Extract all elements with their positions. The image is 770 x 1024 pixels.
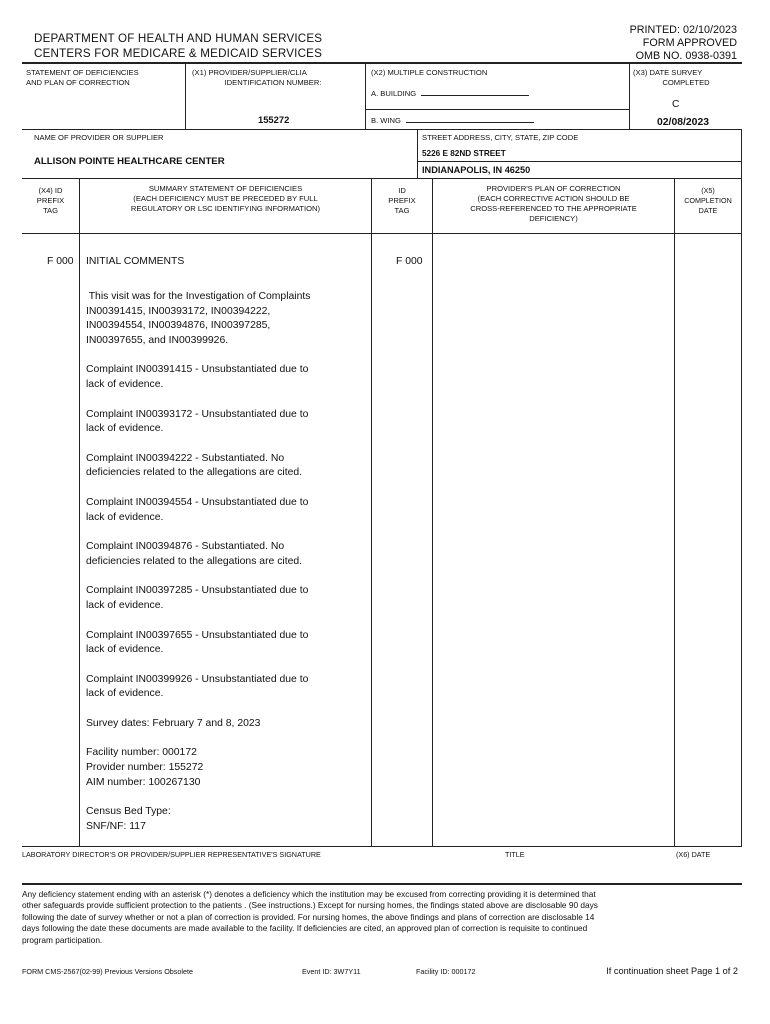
section-rule <box>22 129 742 130</box>
disclaimer-rule <box>22 883 742 885</box>
tag-right: F 000 <box>396 256 423 267</box>
entry-line: IN00391415, IN00393172, IN00394222, <box>86 305 271 317</box>
form-approved-label: FORM APPROVED <box>642 37 737 49</box>
city-state-zip: INDIANAPOLIS, IN 46250 <box>422 165 531 175</box>
entry-line: AIM number: 100267130 <box>86 776 201 788</box>
signature-rule <box>22 846 742 847</box>
building-blank <box>421 86 529 96</box>
entry-line: IN00397655, and IN00399926. <box>86 334 229 346</box>
facility-id: Facility ID: 000172 <box>416 967 476 976</box>
section-rule <box>22 233 742 234</box>
x2-rule <box>366 109 629 110</box>
building-label: A. BUILDING <box>371 89 417 98</box>
entry-paragraph <box>86 290 368 348</box>
divider <box>674 179 675 846</box>
summary-header-line: REGULATORY OR LSC IDENTIFYING INFORMATION) <box>130 204 321 213</box>
entry-line: Census Bed Type: <box>86 806 171 818</box>
entry-line: Complaint IN00393172 - Unsubstantiated due to <box>86 408 309 420</box>
disclaimer-line: other safeguards provide sufficient protection to the patients . (See instructions.) Except for nursing homes, the findings stated above are disclosable 90 days <box>22 900 598 911</box>
title-label: TITLE <box>505 850 525 859</box>
plan-header-line: CROSS-REFERENCED TO THE APPROPRIATE <box>470 204 637 213</box>
address-rule <box>417 161 741 162</box>
omb-number: OMB NO. 0938-0391 <box>635 50 737 62</box>
entry-line: lack of evidence. <box>86 599 164 611</box>
entry-line: Complaint IN00391415 - Unsubstantiated due to <box>86 364 309 376</box>
entry-line: deficiencies related to the allegations are cited. <box>86 555 303 567</box>
entry-line: Provider number: 155272 <box>86 762 204 774</box>
summary-header <box>80 184 371 214</box>
id-header <box>372 186 432 216</box>
x4-header-line: TAG <box>42 206 59 215</box>
plan-header-line: (EACH CORRECTIVE ACTION SHOULD BE <box>477 194 630 203</box>
divider <box>432 179 433 846</box>
address-label: STREET ADDRESS, CITY, STATE, ZIP CODE <box>422 133 579 142</box>
id-header-line: TAG <box>394 206 410 215</box>
entry-line: lack of evidence. <box>86 378 164 390</box>
wing-field <box>371 113 534 126</box>
entry-paragraph <box>86 629 368 658</box>
disclaimer-line: Any deficiency statement ending with an asterisk (*) denotes a deficiency which the institution may be excused from correcting providing it is determined that <box>22 889 596 899</box>
top-rule <box>22 62 742 64</box>
entry-paragraph <box>86 363 368 392</box>
summary-header-line: SUMMARY STATEMENT OF DEFICIENCIES <box>148 184 303 193</box>
disclaimer-line: days following the date these documents are made available to the facility. If deficiencies are cited, an approved plan of correction is requisite to continued <box>22 923 588 934</box>
continuation-sheet: If continuation sheet Page 1 of 2 <box>606 966 738 976</box>
entry-line: lack of evidence. <box>86 423 164 435</box>
entry-body <box>86 290 368 849</box>
entry-paragraph <box>86 805 368 834</box>
x3-label-line: COMPLETED <box>662 78 710 87</box>
id-header-line: ID <box>398 186 406 195</box>
divider <box>741 179 742 846</box>
entry-line: Survey dates: February 7 and 8, 2023 <box>86 717 261 729</box>
statement-label-line: STATEMENT OF DEFICIENCIES <box>26 68 139 77</box>
entry-paragraph <box>86 673 368 702</box>
entry-line: lack of evidence. <box>86 511 164 523</box>
form-approval-block <box>630 24 737 63</box>
agency-header <box>34 31 322 61</box>
x4-header <box>22 186 79 216</box>
entry-paragraph <box>86 746 368 790</box>
divider <box>629 63 630 129</box>
entry-paragraph <box>86 717 368 732</box>
x3-label-line: (X3) DATE SURVEY <box>633 68 703 77</box>
wing-label: B. WING <box>371 116 401 125</box>
x2-label: (X2) MULTIPLE CONSTRUCTION <box>371 68 488 77</box>
printed-date: PRINTED: 02/10/2023 <box>629 24 737 36</box>
x1-label-line: IDENTIFICATION NUMBER: <box>224 78 322 87</box>
entry-line: Complaint IN00394876 - Substantiated. No <box>86 541 285 553</box>
event-id: Event ID: 3W7Y11 <box>302 967 361 976</box>
building-field <box>371 86 529 99</box>
entry-line: lack of evidence. <box>86 688 164 700</box>
survey-completed-date: 02/08/2023 <box>657 117 710 128</box>
provider-name-label: NAME OF PROVIDER OR SUPPLIER <box>34 133 164 142</box>
entry-line: SNF/NF: 117 <box>86 820 146 832</box>
entry-paragraph <box>86 408 368 437</box>
disclaimer <box>22 889 742 946</box>
x1-label-line: (X1) PROVIDER/SUPPLIER/CLIA <box>192 68 307 77</box>
divider <box>185 63 186 129</box>
tag-left: F 000 <box>47 256 74 267</box>
entry-paragraph <box>86 452 368 481</box>
plan-header-line: PROVIDER'S PLAN OF CORRECTION <box>486 184 621 193</box>
plan-header-line: DEFICIENCY) <box>529 214 578 223</box>
entry-line: Complaint IN00397285 - Unsubstantiated due to <box>86 585 309 597</box>
entry-paragraph <box>86 584 368 613</box>
x1-label <box>192 68 360 88</box>
x4-header-line: (X4) ID <box>38 186 63 195</box>
statement-label <box>26 68 139 88</box>
entry-line: This visit was for the Investigation of Complaints <box>86 291 311 302</box>
department-name: DEPARTMENT OF HEALTH AND HUMAN SERVICES <box>34 32 323 45</box>
plan-header <box>433 184 674 224</box>
entry-line: Facility number: 000172 <box>86 747 197 759</box>
disclaimer-line: program participation. <box>22 934 103 945</box>
survey-type-letter: C <box>672 99 680 110</box>
entry-line: Complaint IN00399926 - Unsubstantiated due to <box>86 673 309 685</box>
date-label: (X6) DATE <box>676 850 711 859</box>
divider <box>371 179 372 846</box>
disclaimer-line: following the date of survey whether or not a plan of correction is provided. For nursing homes, the above findings and plans of correction are disclosable 14 <box>22 911 595 922</box>
centers-name: CENTERS FOR MEDICARE & MEDICAID SERVICES <box>34 47 323 60</box>
entry-line: Complaint IN00394222 - Substantiated. No <box>86 452 285 464</box>
entry-line: Complaint IN00394554 - Unsubstantiated due to <box>86 496 309 508</box>
entry-line: deficiencies related to the allegations are cited. <box>86 467 303 479</box>
completion-header-line: DATE <box>698 206 718 215</box>
completion-header-line: (X5) <box>701 186 715 195</box>
completion-header-line: COMPLETION <box>684 196 732 205</box>
divider <box>79 179 80 846</box>
divider <box>365 63 366 129</box>
x3-label <box>633 68 739 88</box>
entry-line: Complaint IN00397655 - Unsubstantiated due to <box>86 629 309 641</box>
entry-paragraph <box>86 540 368 569</box>
statement-label-line: AND PLAN OF CORRECTION <box>26 78 130 87</box>
id-header-line: PREFIX <box>388 196 416 205</box>
section-rule <box>22 178 742 179</box>
summary-header-line: (EACH DEFICIENCY MUST BE PRECEDED BY FULL <box>133 194 318 203</box>
completion-header <box>675 186 741 216</box>
entry-title: INITIAL COMMENTS <box>86 256 185 267</box>
entry-line: IN00394554, IN00394876, IN00397285, <box>86 320 271 332</box>
entry-paragraph <box>86 496 368 525</box>
signature-label: LABORATORY DIRECTOR'S OR PROVIDER/SUPPLIER REPRESENTATIVE'S SIGNATURE <box>22 850 321 859</box>
street-address: 5226 E 82ND STREET <box>422 149 506 158</box>
form-number: FORM CMS-2567(02-99) Previous Versions Obsolete <box>22 967 193 976</box>
divider <box>417 130 418 178</box>
divider <box>741 130 742 178</box>
wing-blank <box>406 113 534 123</box>
provider-id-number: 155272 <box>258 114 290 125</box>
x4-header-line: PREFIX <box>36 196 65 205</box>
provider-name: ALLISON POINTE HEALTHCARE CENTER <box>34 156 225 167</box>
entry-line: lack of evidence. <box>86 644 164 656</box>
